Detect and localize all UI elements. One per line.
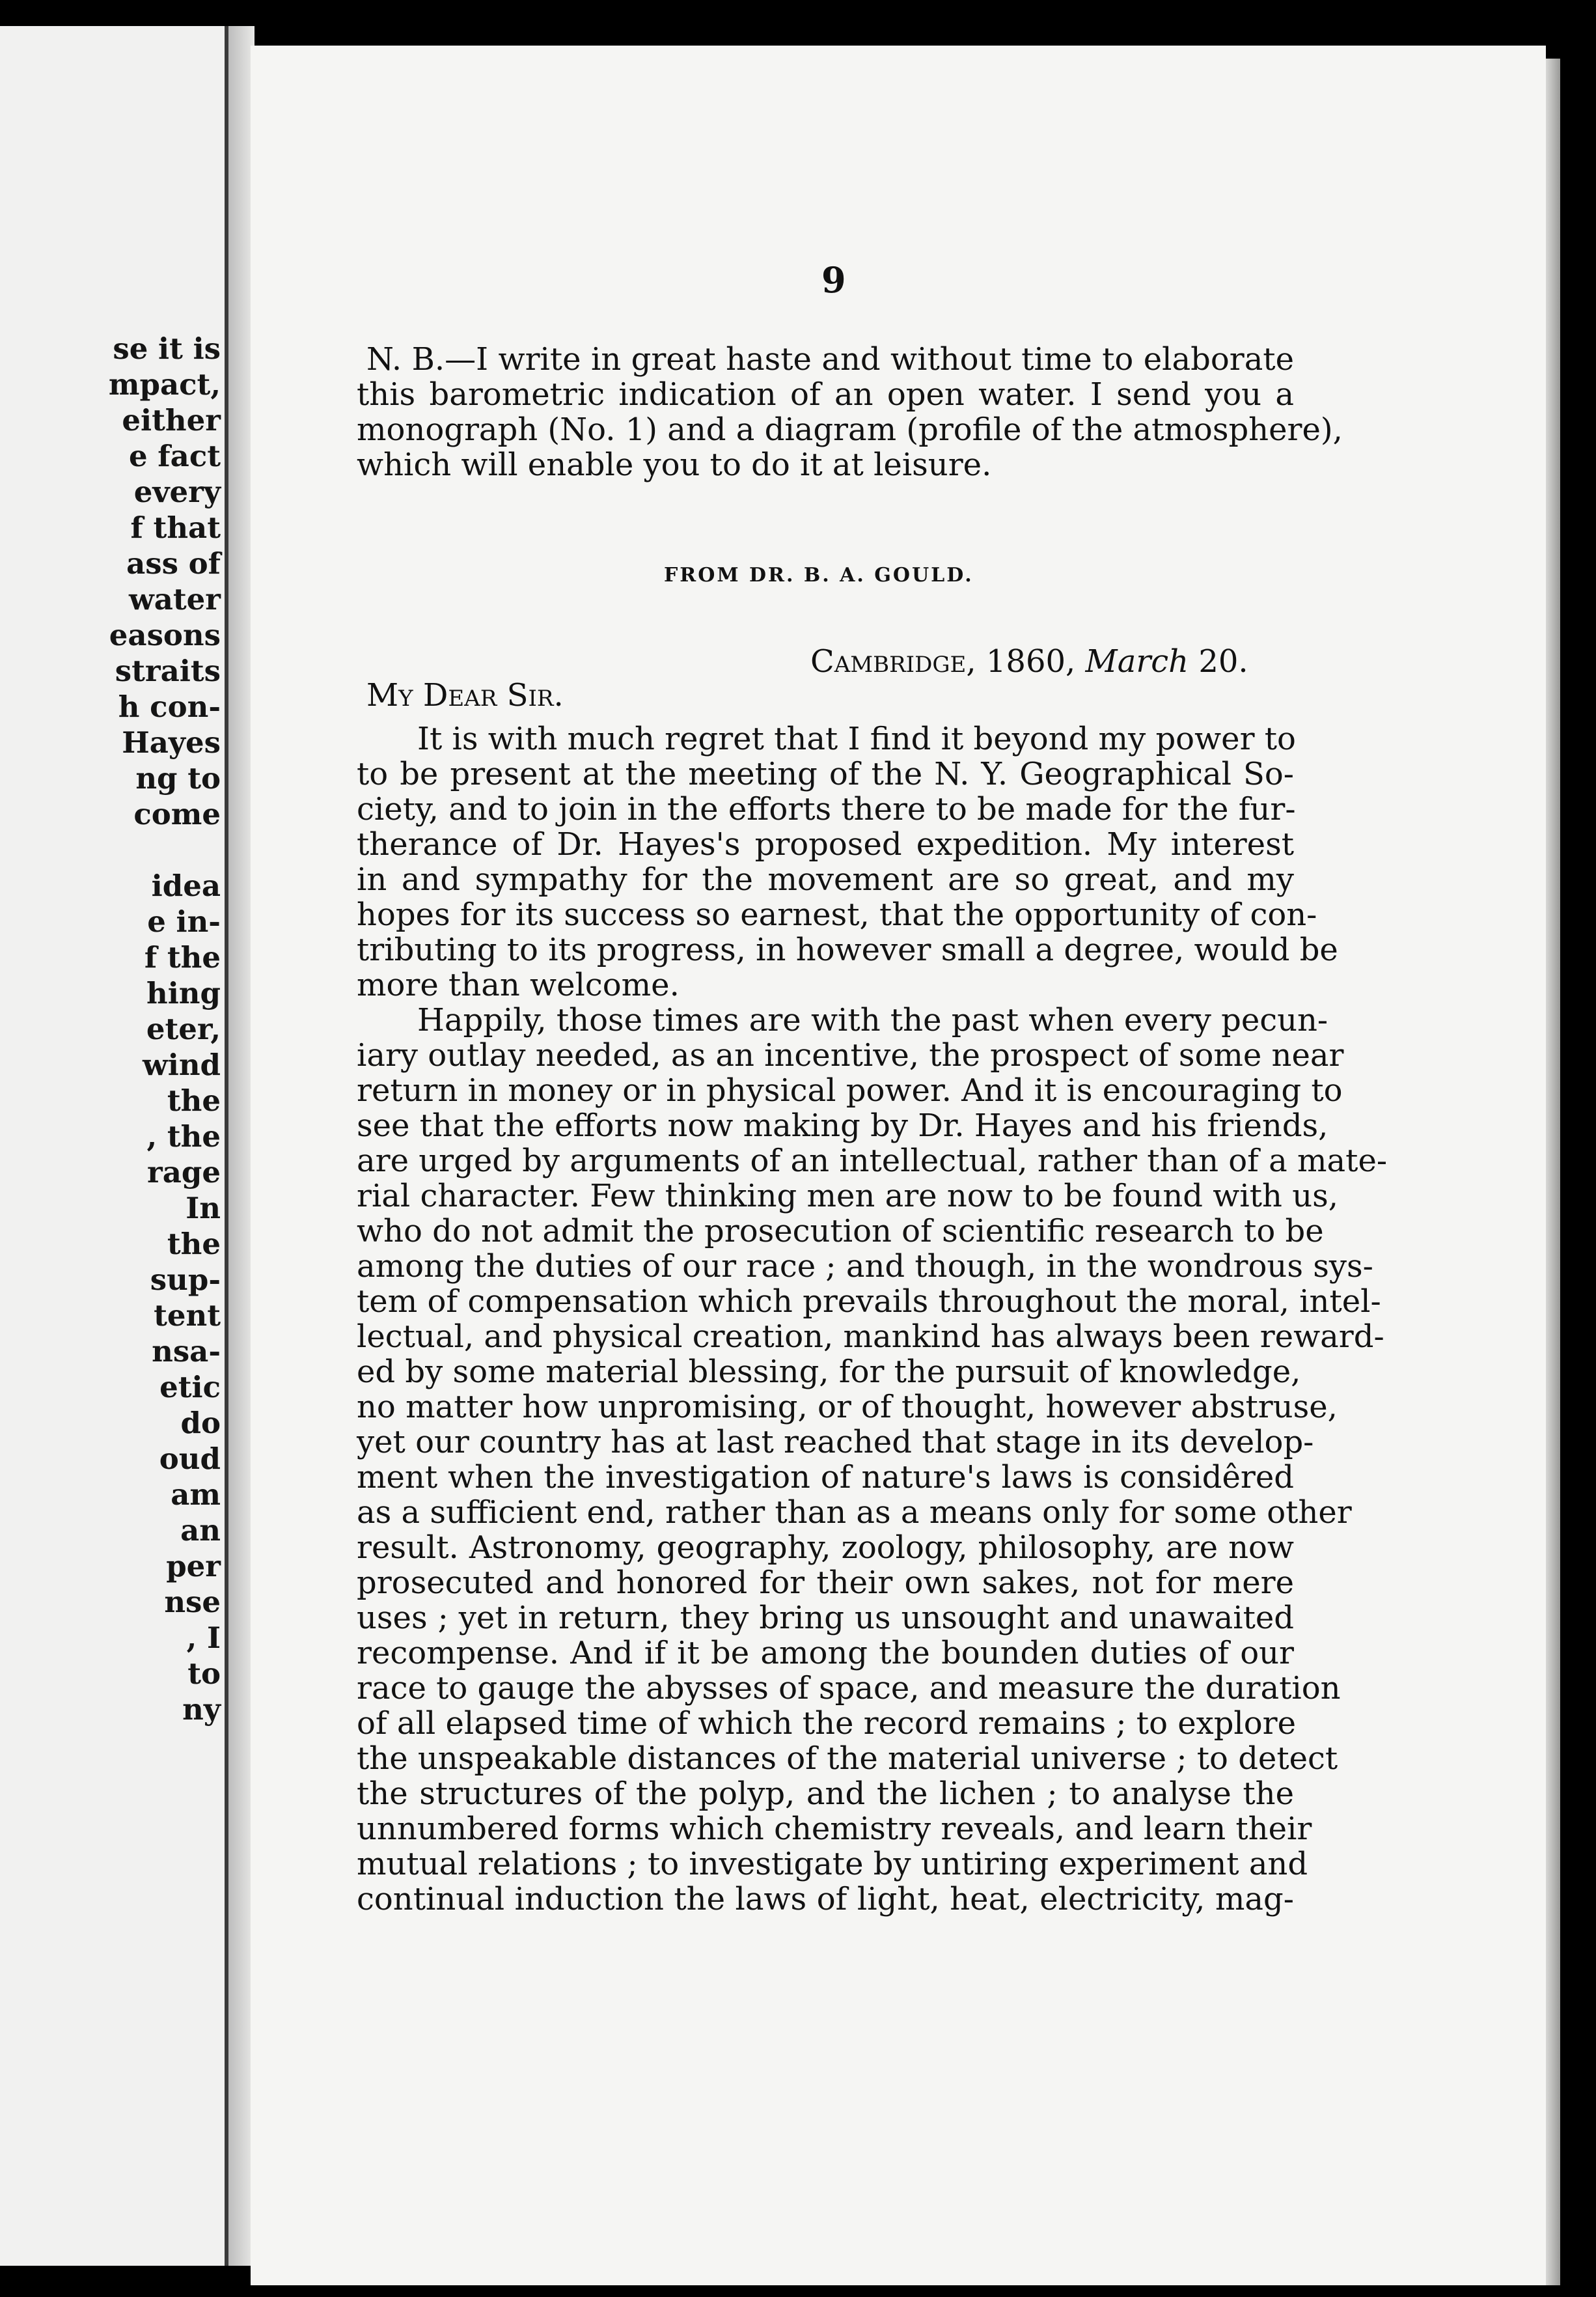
left-text-fragment: ng to [135,761,221,796]
left-text-fragment: nse [164,1585,221,1619]
text-line: see that the efforts now making by Dr. Hayes and his friends, [357,1107,1328,1144]
text-line: yet our country has at last reached that stage in its develop- [357,1424,1314,1460]
letter-heading: FROM DR. B. A. GOULD. [664,564,974,587]
text-line: result. Astronomy, geography, zoology, philosophy, are now [357,1529,1294,1566]
left-text-fragment: e fact [129,439,221,473]
dateline-place: Cambridge [810,643,967,680]
text-line: ment when the investigation of nature's laws is considêred [357,1459,1294,1496]
text-line: Happily, those times are with the past when every pecun- [417,1002,1328,1038]
left-text-fragment: hing [146,976,221,1010]
text-line: this barometric indication of an open water. I send you a [357,376,1294,413]
left-page-fragment [0,26,228,2266]
dateline-day: 20. [1189,643,1248,680]
left-text-fragment: h con- [118,689,221,724]
text-line: more than welcome. [357,967,680,1003]
text-line: mutual relations ; to investigate by untiring experiment and [357,1846,1308,1882]
left-text-fragment: ny [182,1692,221,1727]
left-text-fragment: , I [186,1621,221,1655]
text-line: ed by some material blessing, for the pursuit of knowledge, [357,1354,1301,1390]
left-text-fragment: to [187,1656,221,1691]
text-line: tributing to its progress, in however small a degree, would be [357,932,1338,968]
left-text-fragment: f the [144,940,221,975]
text-line: in and sympathy for the movement are so great, and my [357,861,1294,898]
text-line: iary outlay needed, as an incentive, the prospect of some near [357,1037,1344,1074]
left-text-fragment: come [133,797,221,831]
text-line: of all elapsed time of which the record remains ; to explore [357,1705,1297,1742]
left-text-fragment: the [167,1083,221,1118]
text-line: who do not admit the prosecution of scientific research to be [357,1213,1324,1249]
text-line: no matter how unpromising, or of thought, however abstruse, [357,1389,1338,1425]
left-text-fragment: mpact, [108,367,221,402]
left-text-fragment: ass of [126,546,221,581]
left-text-fragment: every [133,475,221,509]
left-text-fragment: e in- [147,904,221,939]
text-line: hopes for its success so earnest, that the opportunity of con- [357,897,1317,933]
dateline-month: March [1085,643,1189,680]
left-text-fragment: sup- [150,1262,221,1297]
text-line: the unspeakable distances of the material universe ; to detect [357,1740,1338,1777]
dateline-year: , 1860, [966,643,1086,680]
left-text-fragment: rage [147,1155,221,1190]
left-text-fragment: idea [151,869,221,903]
text-line: among the duties of our race ; and though, in the wondrous sys- [357,1248,1373,1285]
text-line: therance of Dr. Hayes's proposed expedition. My interest [357,826,1294,863]
text-line: which will enable you to do it at leisure. [357,447,992,483]
left-text-fragment: wind [142,1048,221,1082]
left-text-fragment: water [128,582,221,617]
left-text-fragment: easons [109,618,221,652]
text-line: N. B.—I write in great haste and without time to elaborate [366,341,1294,378]
left-text-fragment: do [180,1406,221,1440]
left-text-fragment: an [180,1513,221,1548]
text-line: race to gauge the abysses of space, and measure the duration [357,1670,1341,1706]
page-edge [1546,59,1560,2285]
text-line: as a sufficient end, rather than as a means only for some other [357,1494,1352,1531]
left-text-fragment: f that [130,510,221,545]
text-line: prosecuted and honored for their own sakes, not for mere [357,1565,1294,1601]
left-text-fragment: am [171,1477,221,1512]
text-line: It is with much regret that I find it beyond my power to [417,721,1296,757]
page-number: 9 [821,259,846,301]
left-text-fragment: either [122,403,221,438]
text-line: monograph (No. 1) and a diagram (profile of the atmosphere), [357,411,1343,448]
left-text-fragment: In [186,1191,221,1225]
left-text-fragment: se it is [113,331,221,366]
text-line: ciety, and to join in the efforts there to be made for the fur- [357,791,1296,828]
text-line: return in money or in physical power. And it is encouraging to [357,1072,1343,1109]
left-text-fragment: tent [154,1298,221,1333]
dateline [810,643,1248,680]
left-text-fragment: , the [146,1119,221,1154]
text-line: lectual, and physical creation, mankind has always been reward- [357,1318,1384,1355]
text-line: unnumbered forms which chemistry reveals, and learn their [357,1811,1312,1847]
left-text-fragment: straits [115,654,221,688]
text-line: to be present at the meeting of the N. Y. Geographical So- [357,756,1294,792]
left-text-fragment: etic [159,1370,221,1404]
text-line: tem of compensation which prevails throughout the moral, intel- [357,1283,1381,1320]
left-text-fragment: nsa- [152,1334,221,1369]
salutation: My Dear Sir. [366,677,564,714]
text-line: are urged by arguments of an intellectual, rather than of a mate- [357,1143,1388,1179]
left-text-fragment: eter, [146,1012,221,1046]
left-text-fragment: Hayes [122,725,221,760]
text-line: uses ; yet in return, they bring us unsought and unawaited [357,1600,1294,1636]
left-text-fragment: the [167,1227,221,1261]
text-line: rial character. Few thinking men are now to be found with us, [357,1178,1338,1214]
left-text-fragment: oud [159,1441,221,1476]
left-text-fragment: per [166,1549,221,1583]
text-line: the structures of the polyp, and the lichen ; to analyse the [357,1775,1294,1812]
text-line: continual induction the laws of light, heat, electricity, mag- [357,1881,1294,1917]
text-line: recompense. And if it be among the bounden duties of our [357,1635,1294,1671]
